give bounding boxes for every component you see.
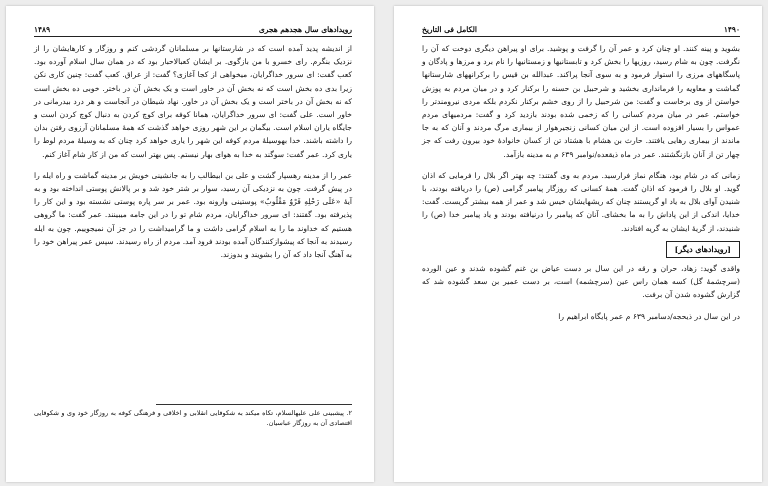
right-page (394, 6, 762, 482)
left-running-title: رویدادهای سال هجدهم هجری (258, 25, 352, 34)
left-footnote: ۲. پیشبینی علی علیهالسلام، تکاه میکند به شکوفایی انقلابی و اخلاقی و فرهنگی کوفه به روزگار خود وی و شکوفایی اقتصادی آن به روزگار عباسیان. (34, 409, 352, 427)
left-page-header (34, 20, 352, 37)
right-paragraph-4: در این سال در ذیحجه/دسامبر ۶۳۹ م عمر پایگاه ابراهیم را (558, 311, 740, 321)
right-running-title: الکامل فی التاریخ (422, 25, 478, 34)
section-heading-wrapper (422, 235, 740, 262)
right-paragraph-3: واقدی گوید: زهاد، حران و رقه در این سال بر دست عیاض بن غنم گشوده شدند و عین الورده (سرچشمهٔ گل) کسه همان راس عین (سرچشمه) است، بر دست عمیر بن سعد گشوده شد که گزارش گشوده شدن آن برفت. (422, 264, 740, 300)
right-page-header (422, 20, 740, 37)
left-paragraph-2: عمر را از مدینه رهسپار گشت و علی بن ابیطالب را به جانشینی خویش بر مدینه گماشت و راه ایله را در پیش گرفت. چون به نزدیکی آن رسید، سوار بر شتر خود شد و بر پالانش پوستی انداخته بود و به آیهٔ «عَلَى رَحْلِهِ فَرْوٌ مَقْلُوبٌ» پوستینی وارونه بود. عمر بر سر پاره پوستی نشسته بود و این کار را پذیرفته بود. گفتند: ای سرور خداگرایان، مردم شام تو را در این جامه میبینند. عمر گفت: ما گروهی هستیم که خداوند ما را به اسلام گرامی داشت و ما گرامیداشت را در جز آن نمیجوییم. چون به ایله رسیدند به آنجا که پیشوازکنندگان آمده بودند فرود آمد. مردم از راه رسیدند. سپس عمر پیراهن خود را به آهنگ آنجا داد که آن را بشویند و بدوزند. (34, 170, 352, 260)
left-paragraph-1: از اندیشه پدید آمده است که در شارستانها بر مسلمانان گردشی کنم و روزگار و کارهایشان را از نزدیک بنگرم. رای خسرو با من بازگوی. بر ایشان کعبالاحبار بود که در همان سال اسلام آورده بود. کعب گفت: ای سرور خداگرایان، میخواهی از کجا آغازی؟ گفت: از عراق. کعب گفت: چنین کاری نکن زیرا بدی ده بخش است که نه بخش آن در خاور است و یک بخش آن در باختر. خوبی ده بخش است که نه بخش آن در باختر است و یک بخش آن در خاور. نهاد شیطان در آنجاست و هر درد بیدرمانی در خاور است. علی گفت: ای سرور خداگرایان، همانا کوفه برای کوچ کردن به دنبال کوچ کردن است و جایگاه یاران اسلام است. بیگمان بر این شهر روزی خواهد گذشت که همهٔ مسلمانان آرزوی رفتن بدان را داشته باشند. خدا بهوسیلهٔ مردم کوفه این شهر را یاری خواهد کرد چنان که به وسیلهٔ مردم لوط را یاری کرد. عمر گفت: سوگند به خدا به هوای بهار نیستم. پس بهتر است که من از کار شام آغاز کنم. (34, 44, 352, 159)
left-page-body (34, 42, 352, 261)
right-paragraph-1: بشوید و پینه کنند. او چنان کرد و عمر آن را گرفت و پوشید. برای او پیراهن دیگری دوخت که آن را نگرفت. چون به شام رسید، روزیها را بخش کرد و تابستانیها و زمستانیها را نام برد و مرزها و پادگان و پاسگاههای مرزی را استوار فرمود و به سوی آنجا پراکند. عبدالله بن قیس را برکرانههای شارستانها گماشت و معاویه را فرمانداری بخشید و شرحبیل بن حسنه را برکنار کرد و در میان مردم به پوزش خواستن از وی برخاست و گفت: من شرحبیل را از روی خشم برکنار نکردم بلکه مردی نیرومندتر را خواستم. عمر در میان مردم کسانی را که زخمی شده بودند بازدید کرد و گفت: مردمیهای مردم عمواس را بسیار افزوده است. از این میان کسانی زنجیرهوار از بیماری مرگ مردند و آنان که به جا ماندند از بیماری رهایی یافتند. حارث بن هشام با هشتاد تن از کسان خانوادهٔ خود بیرون رفت که جز چهار تن از آنان بازنگشتند. عمر در ماه ذیقعده/نوامبر ۶۳۹ م به مدینه بازآمد. (422, 44, 740, 159)
section-heading: [رویدادهای دیگر] (666, 241, 740, 258)
left-page (6, 6, 374, 482)
right-page-body (422, 42, 740, 323)
footnote-rule (156, 404, 352, 405)
right-page-number: ۱۴۹۰ (723, 25, 740, 34)
left-page-number: ۱۴۸۹ (34, 25, 51, 34)
right-paragraph-2: زمانی که در شام بود، هنگام نماز فرارسید. مردم به وی گفتند: چه بهتر اگر بلال را فرمایی که اذان گوید. او بلال را فرمود که اذان گفت. همهٔ کسانی که روزگار پیامبر گرامی (ص) را دریافته بودند، با شنیدن آوای بلال به یاد او گریستند چنان که ریشهایشان خیس شد و عمر از همه بیشتر گریست. گفت: خدایا، اندکی از این پاداش را به ما بخشای. آنان که پیامبر را درنیافته بودند و یاد پیامبر خدا (ص) را شنیدند، از گریهٔ ایشان به گریه افتادند. (422, 170, 740, 233)
